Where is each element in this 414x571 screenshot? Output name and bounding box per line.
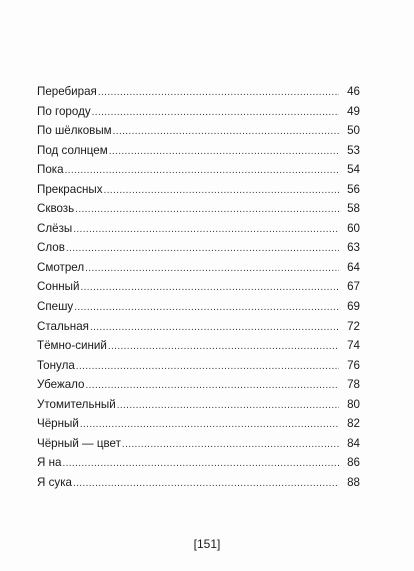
dot-leader [73,474,339,494]
dot-leader [98,83,339,103]
toc-entry-page: 58 [347,202,360,216]
toc-entry-title: Стальная [37,319,89,333]
toc-entry-title: Я сука [37,475,72,489]
toc-entry-title: По шёлковым [37,124,112,138]
toc-entry-title: Слёзы [37,221,73,235]
toc-entry-title: Убежало [37,378,85,392]
dot-leader [80,415,339,435]
toc-entry-title: Спешу [37,300,74,314]
toc-entry-title: Я на [37,456,62,470]
dot-leader [117,396,339,416]
toc-entry-page: 63 [347,241,360,255]
dot-leader [109,142,339,162]
page-number: [151] [193,537,221,551]
toc-entry-page: 74 [347,339,360,353]
toc-entry [37,121,360,141]
dot-leader [80,278,339,298]
toc-entry [37,258,360,278]
toc-entry-title: Тёмно-синий [37,339,107,353]
dot-leader [108,337,339,357]
toc-entry-page: 84 [347,436,360,450]
toc-entry-title: Под солнцем [37,143,108,157]
toc-entry-page: 53 [347,143,360,157]
toc-entry-page: 49 [347,104,360,118]
toc-entry-page: 50 [347,124,360,138]
toc-entry-page: 46 [347,85,360,98]
toc-entry-title: Смотрел [37,260,85,274]
dot-leader [113,122,339,142]
toc-entry [37,82,360,102]
dot-leader [122,435,339,455]
dot-leader [65,161,339,181]
toc-entry-title: Пока [37,163,64,177]
toc-entry [37,317,360,337]
toc-entry-title: Тонула [37,358,75,372]
toc-entry [37,453,360,473]
toc-entry-page: 60 [347,221,360,235]
toc-entry [37,414,360,434]
toc-entry [37,473,360,493]
toc-entry [37,336,360,356]
toc-entry-page: 80 [347,397,360,411]
dot-leader [85,376,339,396]
toc-entry [37,395,360,415]
toc-entry-page: 72 [347,319,360,333]
toc-entry-page: 56 [347,182,360,196]
toc-entry [37,141,360,161]
toc-entry-title: Чёрный [37,417,79,431]
toc-entry-title: Слов [37,241,65,255]
toc-entry [37,356,360,376]
toc-entry-title: Прекрасных [37,182,103,196]
dot-leader [104,181,339,201]
dot-leader [74,298,339,318]
toc-entry [37,219,360,239]
toc-entry-page: 54 [347,163,360,177]
dot-leader [66,239,339,259]
toc-entry [37,160,360,180]
dot-leader [73,220,339,240]
toc-entry-page: 78 [347,378,360,392]
toc-entry-page: 69 [347,300,360,314]
toc-entry-page: 76 [347,358,360,372]
toc-entry [37,102,360,122]
toc-entry-page: 82 [347,417,360,431]
toc-entry [37,297,360,317]
toc-entry-page: 86 [347,456,360,470]
toc-entry [37,180,360,200]
toc-entry-page: 64 [347,260,360,274]
dot-leader [85,259,339,279]
toc-entry-title: Сквозь [37,202,75,216]
toc-entry-title: Утомительный [37,397,116,411]
dot-leader [76,357,339,377]
toc-entry-page: 88 [347,475,360,489]
toc-entry-title: По городу [37,104,91,118]
dot-leader [75,200,339,220]
toc-entry [37,238,360,258]
toc-entry-page: 67 [347,280,360,294]
toc-entry [37,375,360,395]
dot-leader [62,454,339,474]
table-of-contents [37,82,360,492]
dot-leader [90,318,339,338]
toc-entry-title: Перебирая [37,85,97,98]
toc-entry-title: Чёрный — цвет [37,436,121,450]
toc-entry [37,434,360,454]
dot-leader [92,103,339,123]
toc-entry-title: Сонный [37,280,80,294]
toc-entry [37,277,360,297]
toc-entry [37,199,360,219]
